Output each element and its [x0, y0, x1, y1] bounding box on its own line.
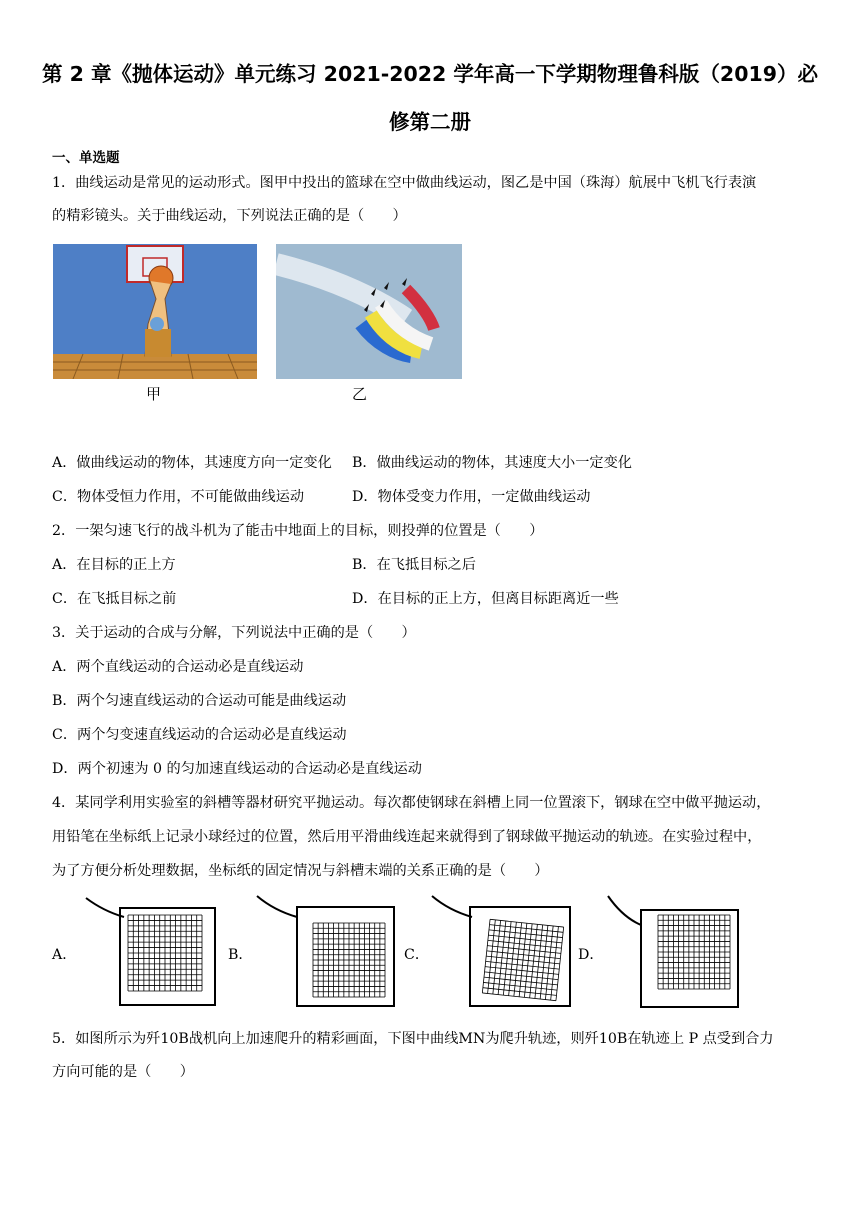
q3-stem: 3．关于运动的合成与分解，下列说法中正确的是（ ）	[52, 625, 416, 641]
q1-option-d[interactable]: D．物体受变力作用，一定做曲线运动	[352, 489, 591, 505]
figure-caption-yi: 乙	[352, 385, 368, 403]
q4-option-c-label[interactable]: C．	[404, 947, 430, 963]
q3-option-c[interactable]: C．两个匀变速直线运动的合运动必是直线运动	[52, 727, 347, 743]
q2-stem: 2．一架匀速飞行的战斗机为了能击中地面上的目标，则投弹的位置是（ ）	[52, 523, 544, 539]
q5-stem: 5．如图所示为歼10B战机向上加速爬升的精彩画面，下图中曲线MN为爬升轨迹，则歼10B在轨迹上 P 点受到合力	[52, 1031, 774, 1047]
q4-figure-a	[80, 895, 220, 1010]
q4-option-d-label[interactable]: D．	[578, 947, 604, 963]
q4-stem-3: 为了方便分析处理数据，坐标纸的固定情况与斜槽末端的关系正确的是（ ）	[52, 863, 549, 879]
q2-option-d[interactable]: D．在目标的正上方，但离目标距离近一些	[352, 591, 619, 607]
q2-option-b[interactable]: B．在飞抵目标之后	[352, 557, 476, 573]
airshow-figure	[276, 244, 462, 379]
q4-figure-c	[430, 893, 575, 1010]
q4-stem: 4．某同学利用实验室的斜槽等器材研究平抛运动。每次都使钢球在斜槽上同一位置滚下，钢球在空中做平抛运动，	[52, 795, 771, 811]
q3-option-d[interactable]: D．两个初速为 0 的匀加速直线运动的合运动必是直线运动	[52, 761, 422, 777]
q3-option-a[interactable]: A．两个直线运动的合运动必是直线运动	[52, 659, 304, 675]
q4-option-a-label[interactable]: A．	[52, 947, 77, 963]
q1-option-b[interactable]: B．做曲线运动的物体，其速度大小一定变化	[352, 455, 632, 471]
section-heading: 一、单选题	[52, 150, 120, 166]
q1-stem: 1．曲线运动是常见的运动形式。图甲中投出的篮球在空中做曲线运动，图乙是中国（珠海）航展中飞机飞行表演	[52, 175, 757, 191]
q4-option-b-label[interactable]: B．	[228, 947, 253, 963]
page-title-continued: 修第二册	[389, 110, 471, 134]
q5-stem-2: 方向可能的是（ ）	[52, 1064, 194, 1080]
q4-figure-d	[603, 893, 743, 1010]
q1-option-a[interactable]: A．做曲线运动的物体，其速度方向一定变化	[52, 455, 332, 471]
figure-caption-jia: 甲	[146, 385, 162, 403]
q2-option-c[interactable]: C．在飞抵目标之前	[52, 591, 177, 607]
q1-stem-2: 的精彩镜头。关于曲线运动，下列说法正确的是（ ）	[52, 208, 407, 224]
q2-option-a[interactable]: A．在目标的正上方	[52, 557, 176, 573]
q4-figure-b	[255, 893, 400, 1010]
q3-option-b[interactable]: B．两个匀速直线运动的合运动可能是曲线运动	[52, 693, 347, 709]
q4-stem-2: 用铅笔在坐标纸上记录小球经过的位置，然后用平滑曲线连起来就得到了钢球做平抛运动的轨迹。在实验过程中，	[52, 829, 762, 845]
basketball-figure	[53, 244, 257, 379]
page-title: 第 2 章《抛体运动》单元练习 2021-2022 学年高一下学期物理鲁科版（2019）必	[42, 62, 818, 86]
q1-option-c[interactable]: C．物体受恒力作用，不可能做曲线运动	[52, 489, 305, 505]
